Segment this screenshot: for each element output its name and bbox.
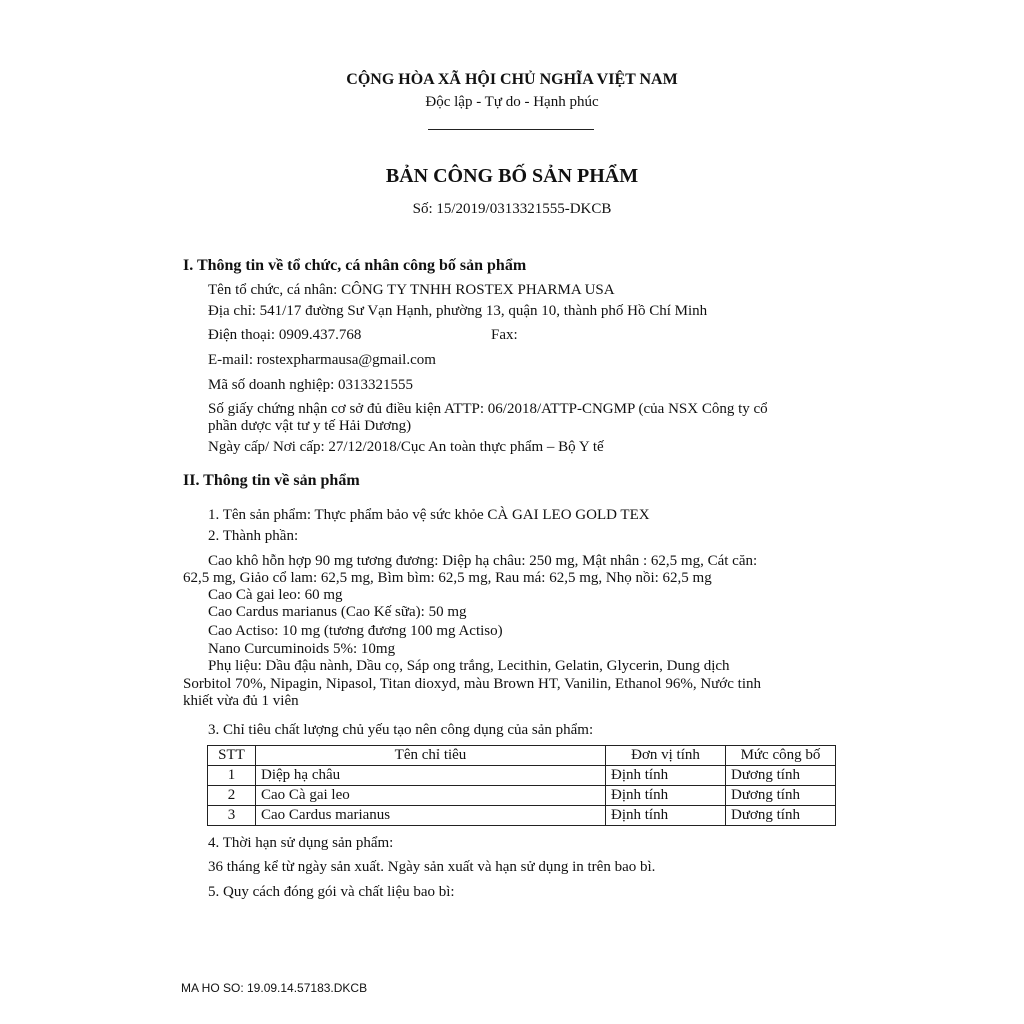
dossier-code: MA HO SO: 19.09.14.57183.DKCB — [181, 981, 368, 995]
column-header-criteria: Tên chỉ tiêu — [256, 746, 606, 766]
quality-criteria-table — [207, 745, 836, 826]
ingredients-label: 2. Thành phần: — [208, 528, 299, 544]
table-row — [208, 806, 836, 826]
section-1-heading: I. Thông tin về tổ chức, cá nhân công bố sản phẩm — [183, 257, 527, 274]
column-header-stt: STT — [208, 746, 256, 766]
certificate-line-2: phần dược vật tư y tế Hải Dương) — [208, 418, 412, 434]
table-cell: Dương tính — [726, 766, 836, 786]
column-header-declared-level: Mức công bố — [726, 746, 836, 766]
product-name: 1. Tên sản phẩm: Thực phẩm bảo vệ sức khỏe CÀ GAI LEO GOLD TEX — [208, 507, 650, 523]
table-cell: Dương tính — [726, 806, 836, 826]
table-cell: Dương tính — [726, 786, 836, 806]
ingredient-line: Cao Actiso: 10 mg (tương đương 100 mg Actiso) — [208, 623, 503, 639]
ingredient-line: Nano Curcuminoids 5%: 10mg — [208, 641, 396, 657]
table-row — [208, 766, 836, 786]
business-code: Mã số doanh nghiệp: 0313321555 — [208, 377, 413, 393]
certificate-line-1: Số giấy chứng nhận cơ sở đủ điều kiện ATTP: 06/2018/ATTP-CNGMP (của NSX Công ty cổ — [208, 401, 768, 417]
ingredient-line: Cao khô hỗn hợp 90 mg tương đương: Diệp hạ châu: 250 mg, Mật nhân : 62,5 mg, Cát căn: — [208, 553, 758, 569]
organization-phone: Điện thoại: 0909.437.768 — [208, 327, 362, 343]
ingredient-line: 62,5 mg, Giảo cổ lam: 62,5 mg, Bìm bìm: 62,5 mg, Rau má: 62,5 mg, Nhọ nồi: 62,5 mg — [183, 570, 712, 586]
table-cell: 3 — [208, 806, 256, 826]
table-cell: 2 — [208, 786, 256, 806]
header-divider — [428, 129, 594, 130]
certificate-issue: Ngày cấp/ Nơi cấp: 27/12/2018/Cục An toàn thực phẩm – Bộ Y tế — [208, 439, 604, 455]
column-header-unit: Đơn vị tính — [606, 746, 726, 766]
organization-address: Địa chỉ: 541/17 đường Sư Vạn Hạnh, phường 13, quận 10, thành phố Hồ Chí Minh — [208, 303, 708, 319]
ingredient-line: Cao Cardus marianus (Cao Kế sữa): 50 mg — [208, 604, 467, 620]
national-title: CỘNG HÒA XÃ HỘI CHỦ NGHĨA VIỆT NAM — [346, 71, 678, 88]
organization-fax: Fax: — [491, 327, 518, 343]
table-cell: Định tính — [606, 786, 726, 806]
ingredient-line: Phụ liệu: Dầu đậu nành, Dầu cọ, Sáp ong trắng, Lecithin, Gelatin, Glycerin, Dung dịch — [208, 658, 730, 674]
ingredient-line: khiết vừa đủ 1 viên — [183, 693, 299, 709]
section-2-heading: II. Thông tin về sản phẩm — [183, 472, 360, 489]
table-cell: 1 — [208, 766, 256, 786]
criteria-label: 3. Chỉ tiêu chất lượng chủ yếu tạo nên công dụng của sản phẩm: — [208, 722, 594, 738]
document-title: BẢN CÔNG BỐ SẢN PHẨM — [385, 165, 639, 187]
packaging-label: 5. Quy cách đóng gói và chất liệu bao bì: — [208, 884, 455, 900]
table-cell: Cao Cà gai leo — [256, 786, 606, 806]
organization-name: Tên tổ chức, cá nhân: CÔNG TY TNHH ROSTEX PHARMA USA — [208, 282, 615, 298]
table-cell: Diệp hạ châu — [256, 766, 606, 786]
table-cell: Định tính — [606, 766, 726, 786]
table-cell: Định tính — [606, 806, 726, 826]
organization-email: E-mail: rostexpharmausa@gmail.com — [208, 352, 436, 368]
shelf-life-label: 4. Thời hạn sử dụng sản phẩm: — [208, 835, 394, 851]
table-row — [208, 786, 836, 806]
ingredient-line: Cao Cà gai leo: 60 mg — [208, 587, 343, 603]
ingredient-line: Sorbitol 70%, Nipagin, Nipasol, Titan dioxyd, màu Brown HT, Vanilin, Ethanol 96%, Nước tinh — [183, 676, 761, 692]
table-cell: Cao Cardus marianus — [256, 806, 606, 826]
national-motto: Độc lập - Tự do - Hạnh phúc — [425, 94, 599, 110]
shelf-life-text: 36 tháng kể từ ngày sản xuất. Ngày sản xuất và hạn sử dụng in trên bao bì. — [208, 859, 656, 875]
document-number: Số: 15/2019/0313321555-DKCB — [412, 201, 612, 217]
table-header-row — [208, 746, 836, 766]
